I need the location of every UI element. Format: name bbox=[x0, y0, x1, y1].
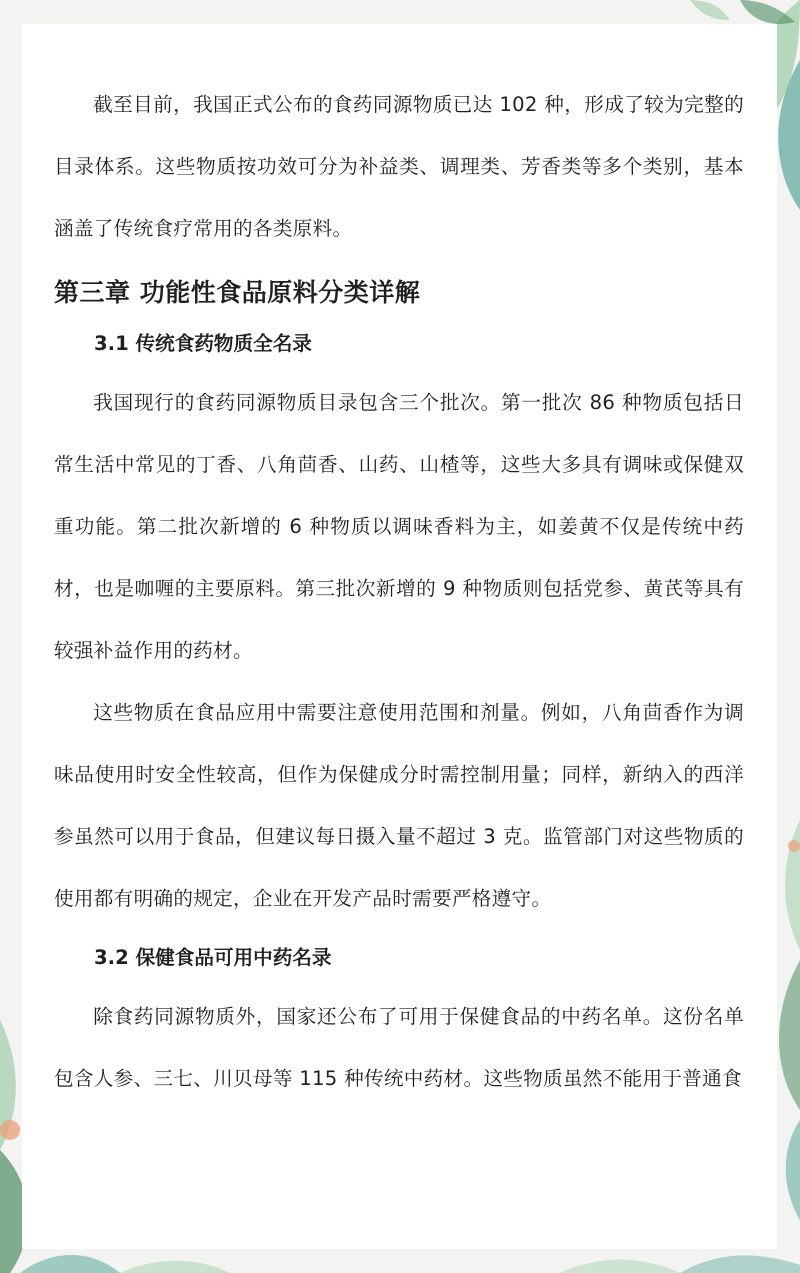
paragraph-intro: 截至目前，我国正式公布的食药同源物质已达 102 种，形成了较为完整的目录体系。这些物质按功效可分为补益类、调理类、芳香类等多个类别，基本涵盖了传统食疗常用的各类原料。 bbox=[54, 93, 744, 240]
paragraph-batches: 我国现行的食药同源物质目录包含三个批次。第一批次 86 种物质包括日常生活中常见的丁香、八角茴香、山药、山楂等，这些大多具有调味或保健双重功能。第二批次新增的 6 种物质以调味香料为主，如姜黄不仅是传统中药材，也是咖喱的主要原料。第三批次新增的 9 种物质则包括党参、黄芪等具有较强补益作用的药材。 bbox=[54, 391, 744, 662]
document-content bbox=[54, 74, 744, 1110]
bottom-edge-leaves-icon bbox=[560, 1255, 800, 1273]
chapter-title: 第三章 功能性食品原料分类详解 bbox=[54, 278, 421, 307]
paragraph-health-food: 除食药同源物质外，国家还公布了可用于保健食品的中药名单。这份名单包含人参、三七、川贝母等 115 种传统中药材。这些物质虽然不能用于普通食 bbox=[54, 1005, 744, 1090]
document-page bbox=[22, 24, 777, 1249]
section-title-3-2: 3.2 保健食品可用中药名录 bbox=[94, 946, 332, 969]
right-side-leaves-icon bbox=[779, 820, 800, 1220]
paragraph-usage: 这些物质在食品应用中需要注意使用范围和剂量。例如，八角茴香作为调味品使用时安全性较高，但作为保健成分时需控制用量；同样，新纳入的西洋参虽然可以用于食品，但建议每日摄入量不超过 3 克。监管部门对这些物质的使用都有明确的规定，企业在开发产品时需要严格遵守。 bbox=[54, 701, 744, 910]
section-title-3-1: 3.1 传统食药物质全名录 bbox=[94, 332, 312, 355]
